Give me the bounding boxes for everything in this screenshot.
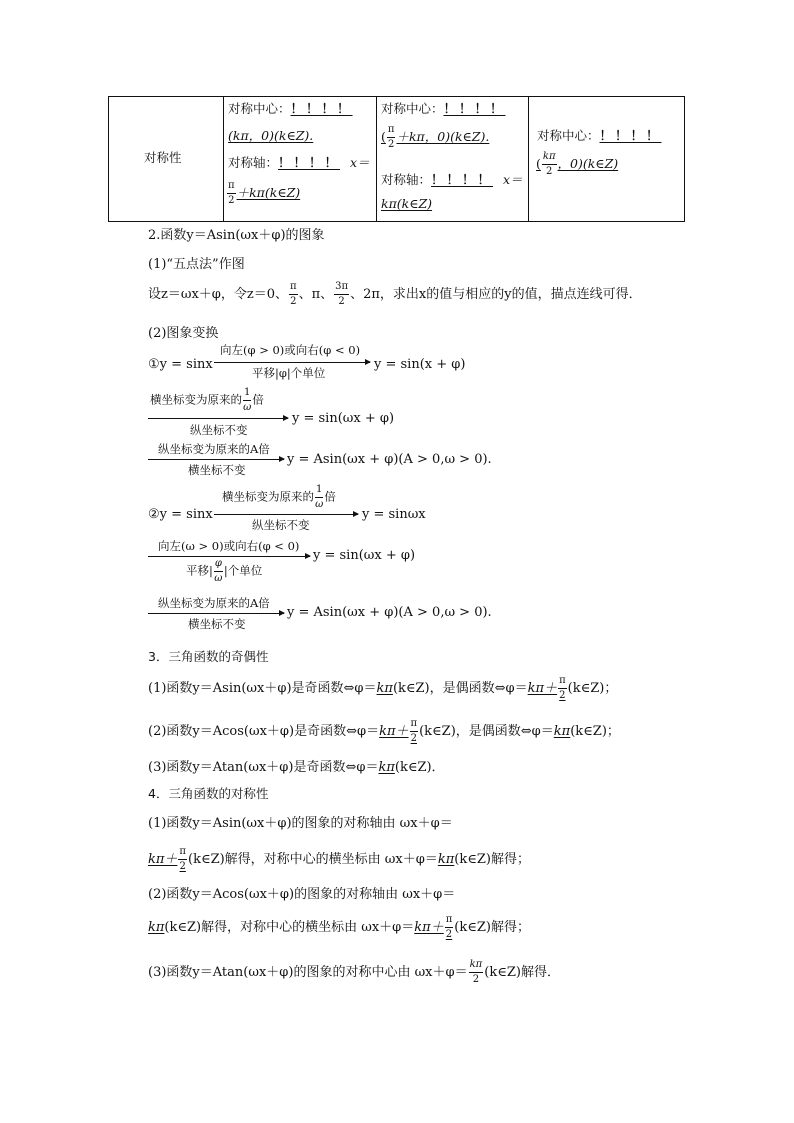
m1-b-bottom: 纵坐标不变: [190, 423, 248, 437]
pi-over-2-fraction: [178, 847, 187, 872]
sin-center-label: 对称中心：: [228, 101, 291, 116]
parity-2-d: kπ: [553, 724, 571, 739]
m2-c-top: 纵坐标变为原来的A倍: [158, 596, 270, 610]
frac-num: 3π: [334, 282, 349, 295]
frac-den: 2: [179, 861, 186, 872]
cos-center-value-text: ＋kπ，0)(k∈Z).: [396, 129, 490, 144]
frac-num: φ: [214, 559, 223, 572]
frac-num: π: [558, 676, 567, 689]
symmetry-5-a: (3)函数y＝Atan(ωx＋φ)的图象的对称中心由 ωx＋φ＝: [148, 965, 468, 980]
symmetry-5-b: (k∈Z)解得．: [484, 965, 560, 980]
parity-3-a: (3)函数y＝Atan(ωx＋φ)是奇函数⇔φ＝: [148, 760, 379, 775]
m2-b-result: y = sin(ωx + φ): [313, 548, 416, 563]
m2-a-bottom: 纵坐标不变: [252, 518, 310, 532]
section-2-title: 2.函数y＝Asin(ωx＋φ)的图象: [148, 228, 325, 243]
frac-num: π: [410, 719, 419, 732]
tan-center-value-text: ，0)(k∈Z): [557, 156, 619, 171]
pi-over-2-fraction: [387, 125, 396, 150]
m2-c-result: y = Asin(ωx + φ)(A > 0,ω > 0).: [287, 605, 492, 620]
cos-axis-value-text: kπ(k∈Z): [381, 196, 433, 211]
parity-line-2: [148, 719, 620, 744]
m1-a-top: 向左(φ > 0)或向右(φ < 0): [220, 343, 361, 357]
table-border-right: [684, 96, 685, 222]
parity-2-a: (2)函数y＝Acos(ωx＋φ)是奇函数⇔φ＝: [148, 724, 380, 739]
pi-over-2-fraction: [445, 915, 454, 940]
tan-center-label: 对称中心：: [537, 128, 600, 143]
cos-axis-label: 对称轴：: [381, 172, 432, 187]
m2-c-bottom: 横坐标不变: [188, 617, 246, 631]
section-3-title: 3．三角函数的奇偶性: [148, 649, 269, 664]
section-4-title: 4．三角函数的对称性: [148, 786, 269, 801]
symmetry-line-5: [148, 960, 560, 985]
cos-axis-line: [381, 170, 523, 188]
transform-arrow: [214, 514, 358, 515]
frac-den: 2: [338, 296, 345, 307]
parity-1-b: kπ: [376, 681, 393, 696]
paren: (: [536, 156, 541, 171]
transform-arrow: [148, 459, 284, 460]
symmetry-2-b: (k∈Z)解得，对称中心的横坐标由 ωx＋φ＝: [188, 852, 438, 867]
frac-den: 2: [559, 690, 566, 701]
pi-over-2-fraction: [227, 181, 236, 206]
sin-center-line: [228, 99, 353, 117]
frac-num: 1: [315, 485, 323, 498]
symmetry-2-c: kπ: [437, 852, 455, 867]
m1-b-result: y = sin(ωx + φ): [292, 411, 395, 426]
frac-den: 2: [546, 166, 553, 177]
frac-den: 2: [387, 139, 395, 150]
parity-line-3: [148, 756, 445, 775]
table-divider: [528, 96, 529, 222]
symmetry-4-a: kπ: [148, 920, 165, 935]
m2-a-top-pre: 横坐标变为原来的: [222, 489, 314, 504]
m2-b-bottom: [186, 559, 262, 584]
m2-a-top-post: 倍: [324, 489, 336, 504]
parity-1-a: (1)函数y＝Asin(ωx＋φ)是奇函数⇔φ＝: [148, 681, 377, 696]
sin-axis-label: 对称轴：: [228, 155, 279, 170]
transform-title: (2)图象变换: [148, 326, 219, 341]
table-border-left: [108, 96, 109, 222]
transform-arrow: [148, 613, 284, 614]
symmetry-2-a: kπ＋: [148, 852, 178, 867]
tan-center-line: [537, 126, 662, 144]
sin-axis-value: [226, 181, 300, 206]
frac-den: 2: [290, 296, 297, 307]
cos-center-value: [381, 125, 489, 150]
cos-marks: ！！！！: [443, 101, 506, 116]
parity-1-d: kπ＋: [527, 681, 558, 696]
m2-start: ②y = sinx: [148, 507, 213, 522]
m2-a-top: [222, 485, 336, 510]
five-point-text-b: 、π、: [298, 287, 334, 302]
frac-den: 2: [445, 929, 453, 940]
m1-b-top-pre: 横坐标变为原来的: [150, 392, 242, 407]
3pi-over-2-fraction: [334, 282, 349, 307]
phi-over-omega-fraction: [214, 559, 223, 584]
frac-num: π: [289, 282, 298, 295]
cos-center-label: 对称中心：: [381, 101, 444, 116]
parity-line-1: [148, 676, 617, 701]
sin-center-value-text: (kπ，0)(k∈Z).: [228, 128, 314, 143]
frac-num: kπ: [469, 960, 484, 973]
m1-b-top-post: 倍: [252, 392, 264, 407]
m1-b-top: [150, 388, 264, 413]
m1-c-bottom: 横坐标不变: [188, 463, 246, 477]
frac-num: kπ: [542, 152, 557, 165]
transform-arrow: [148, 418, 288, 419]
cos-center-line: [381, 99, 506, 117]
cos-axis-eq: x＝: [503, 172, 523, 187]
five-point-title: (1)“五点法”作图: [148, 257, 245, 272]
m1-start: ①y = sinx: [148, 357, 213, 372]
transform-arrow: [148, 556, 310, 557]
m1-c-top: 纵坐标变为原来的A倍: [158, 442, 270, 456]
cos-axis-marks: ！！！！: [431, 172, 494, 187]
m1-c-result: y = Asin(ωx + φ)(A > 0,ω > 0).: [287, 452, 492, 467]
table-border-top: [108, 96, 685, 97]
frac-den: ω: [214, 573, 223, 584]
sin-axis-eq: x＝: [350, 155, 370, 170]
cos-axis-value: [381, 196, 432, 211]
parity-3-c: (k∈Z)．: [394, 760, 445, 775]
symmetry-line-2: [148, 847, 530, 872]
transform-arrow: [214, 362, 370, 363]
frac-num: π: [387, 125, 396, 138]
1-over-omega-fraction: [243, 388, 251, 413]
parity-2-b: kπ＋: [379, 724, 409, 739]
m2-b-bottom-pre: 平移|: [186, 563, 213, 578]
m1-a-bottom: 平移|φ|个单位: [252, 366, 326, 380]
symmetry-line-1: (1)函数y＝Asin(ωx＋φ)的图象的对称轴由 ωx＋φ＝: [148, 816, 453, 831]
tan-marks: ！！！！: [599, 128, 662, 143]
frac-den: ω: [315, 499, 324, 510]
five-point-text-c: 、2π，求出x的值与相应的y的值，描点连线可得．: [350, 287, 642, 302]
m2-b-top: 向左(ω > 0)或向右(φ < 0): [158, 539, 300, 553]
pi-over-2-fraction: [558, 676, 567, 701]
frac-num: π: [445, 915, 454, 928]
kpi-over-2-fraction: [469, 960, 484, 985]
symmetry-2-d: (k∈Z)解得；: [454, 852, 530, 867]
parity-1-c: (k∈Z)，是偶函数⇔φ＝: [392, 681, 528, 696]
sin-axis-value-text: ＋kπ(k∈Z): [236, 185, 301, 200]
symmetry-4-d: (k∈Z)解得；: [454, 920, 530, 935]
1-over-omega-fraction: [315, 485, 323, 510]
pi-over-2-fraction: [289, 282, 298, 307]
kpi-over-2-fraction: [542, 152, 557, 177]
sin-marks: ！！！！: [290, 101, 353, 116]
table-divider: [376, 96, 377, 222]
frac-den: 2: [410, 733, 417, 744]
symmetry-4-c: kπ＋: [414, 920, 444, 935]
pi-over-2-fraction: [410, 719, 419, 744]
sin-axis-line: [228, 153, 370, 171]
frac-num: π: [178, 847, 187, 860]
frac-den: 2: [228, 195, 235, 206]
tan-center-value: [536, 152, 618, 177]
table-border-bottom: [108, 221, 685, 222]
symmetry-line-3: (2)函数y＝Acos(ωx＋φ)的图象的对称轴由 ωx＋φ＝: [148, 887, 456, 902]
parity-1-e: (k∈Z)；: [567, 681, 618, 696]
sin-axis-marks: ！！！！: [278, 155, 341, 170]
sin-center-value: [228, 126, 313, 144]
table-divider: [223, 96, 224, 222]
frac-den: ω: [243, 402, 252, 413]
frac-num: 1: [243, 388, 251, 401]
five-point-text-a: 设z＝ωx＋φ，令z＝0、: [148, 287, 289, 302]
five-point-text: [148, 282, 642, 307]
m2-a-result: y = sinωx: [362, 507, 426, 522]
symmetry-4-b: (k∈Z)解得，对称中心的横坐标由 ωx＋φ＝: [164, 920, 415, 935]
symmetry-line-4: [148, 915, 530, 940]
row-label: 对称性: [144, 150, 182, 165]
parity-3-b: kπ: [378, 760, 395, 775]
parity-2-e: (k∈Z)；: [570, 724, 620, 739]
m1-a-result: y = sin(x + φ): [374, 357, 466, 372]
m2-b-bottom-post: |个单位: [223, 563, 263, 578]
frac-den: 2: [472, 974, 480, 985]
frac-num: π: [227, 181, 236, 194]
paren: (: [381, 129, 386, 144]
parity-2-c: (k∈Z)，是偶函数⇔φ＝: [419, 724, 554, 739]
